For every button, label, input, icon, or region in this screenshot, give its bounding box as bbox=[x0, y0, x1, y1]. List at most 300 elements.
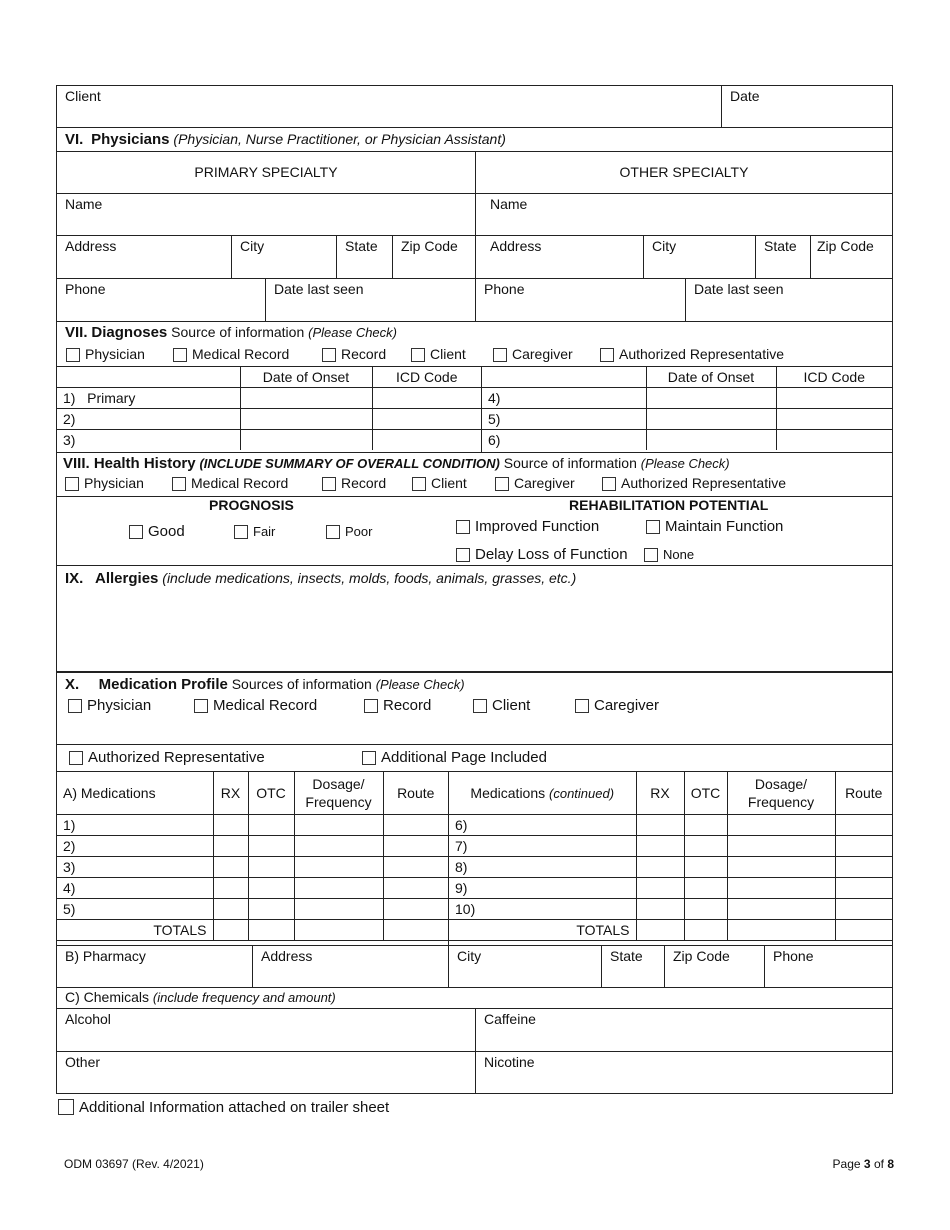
option-label: Record bbox=[341, 346, 387, 362]
checkbox-icon[interactable] bbox=[364, 699, 378, 713]
option-label: Record bbox=[341, 475, 387, 491]
other-phone-field[interactable] bbox=[475, 279, 685, 321]
med-source-authorized-rep[interactable] bbox=[69, 749, 265, 766]
prognosis-fair[interactable] bbox=[234, 524, 275, 539]
option-label: Maintain Function bbox=[665, 518, 784, 535]
otc-cell[interactable] bbox=[684, 899, 727, 920]
hh-source-physician[interactable] bbox=[65, 475, 144, 491]
nicotine-field[interactable] bbox=[475, 1052, 892, 1093]
option-label: Additional Page Included bbox=[381, 749, 547, 766]
route-total[interactable] bbox=[835, 920, 892, 941]
other-field[interactable] bbox=[57, 1052, 475, 1093]
pharmacy-city-field[interactable] bbox=[448, 946, 601, 987]
other-date-seen-field[interactable] bbox=[685, 279, 892, 321]
option-label: Physician bbox=[84, 475, 144, 491]
medication-5[interactable]: 5) bbox=[57, 899, 213, 920]
otc-total[interactable] bbox=[684, 920, 727, 941]
row-number: 3) bbox=[63, 432, 76, 448]
diagnoses-right-table bbox=[482, 367, 892, 450]
route-total[interactable] bbox=[383, 920, 448, 941]
zip-label: Zip Code bbox=[673, 948, 730, 964]
icd-cell[interactable] bbox=[776, 388, 892, 409]
other-state-field[interactable] bbox=[755, 236, 810, 278]
otc-total[interactable] bbox=[248, 920, 294, 941]
route-cell[interactable] bbox=[835, 815, 892, 836]
pharmacy-phone-field[interactable] bbox=[764, 946, 892, 987]
please-check-label: (Please Check) bbox=[640, 456, 730, 471]
checkbox-icon[interactable] bbox=[234, 525, 248, 539]
otc-header: OTC bbox=[248, 772, 294, 815]
hh-source-medical-record[interactable] bbox=[172, 475, 288, 491]
otc-cell[interactable] bbox=[248, 899, 294, 920]
diagnoses-header bbox=[56, 322, 893, 367]
other-zip-field[interactable] bbox=[810, 236, 892, 278]
dosage-header bbox=[294, 772, 383, 815]
dosage-cell[interactable] bbox=[294, 815, 383, 836]
rx-header: RX bbox=[636, 772, 684, 815]
source-label: Source of information bbox=[503, 455, 637, 471]
route-cell[interactable] bbox=[383, 878, 448, 899]
table-row bbox=[57, 878, 448, 899]
route-cell[interactable] bbox=[383, 815, 448, 836]
header-text: Medications bbox=[470, 785, 546, 801]
name-label: Name bbox=[65, 196, 103, 212]
phone-label: Phone bbox=[773, 948, 814, 964]
diagnoses-left-table bbox=[57, 367, 481, 450]
rehab-improved[interactable] bbox=[456, 518, 599, 535]
prognosis-label: PROGNOSIS bbox=[209, 497, 294, 513]
route-cell[interactable] bbox=[383, 836, 448, 857]
icd-code-header: ICD Code bbox=[372, 367, 481, 388]
checkbox-icon[interactable] bbox=[493, 348, 507, 362]
table-row bbox=[449, 920, 892, 941]
checkbox-icon[interactable] bbox=[602, 477, 616, 491]
option-label: Good bbox=[148, 523, 185, 540]
checkbox-icon[interactable] bbox=[66, 348, 80, 362]
checkbox-icon[interactable] bbox=[173, 348, 187, 362]
primary-zip-field[interactable] bbox=[392, 236, 475, 278]
caffeine-field[interactable] bbox=[475, 1009, 892, 1051]
client-field[interactable] bbox=[57, 86, 721, 127]
specialty-row bbox=[56, 152, 893, 194]
client-row bbox=[56, 85, 893, 128]
prognosis-good[interactable] bbox=[129, 523, 185, 540]
dosage-cell[interactable] bbox=[727, 815, 835, 836]
table-row bbox=[57, 409, 481, 430]
additional-info-option[interactable] bbox=[58, 1099, 389, 1116]
option-label: Client bbox=[492, 697, 531, 714]
prognosis-poor[interactable] bbox=[326, 524, 372, 539]
table-row bbox=[449, 878, 892, 899]
medication-header bbox=[56, 673, 893, 745]
onset-cell[interactable] bbox=[646, 409, 776, 430]
route-cell[interactable] bbox=[383, 857, 448, 878]
option-label: Medical Record bbox=[192, 346, 290, 362]
form bbox=[56, 85, 893, 1094]
frequency-line: Frequency bbox=[305, 794, 372, 810]
checkbox-icon[interactable] bbox=[194, 699, 208, 713]
table-row bbox=[449, 836, 892, 857]
route-header: Route bbox=[835, 772, 892, 815]
primary-specialty-label: PRIMARY SPECIALTY bbox=[194, 164, 338, 180]
checkbox-icon[interactable] bbox=[58, 1099, 74, 1115]
table-row bbox=[482, 388, 892, 409]
primary-address-field[interactable] bbox=[57, 236, 231, 278]
diag-source-medical-record[interactable] bbox=[173, 346, 289, 362]
medication-8[interactable]: 8) bbox=[449, 857, 636, 878]
chemicals-header bbox=[56, 988, 893, 1009]
chemicals-label: C) Chemicals bbox=[65, 989, 150, 1005]
physician-name-row bbox=[56, 194, 893, 236]
table-cell bbox=[57, 367, 240, 388]
otc-cell[interactable] bbox=[248, 878, 294, 899]
checkbox-icon[interactable] bbox=[600, 348, 614, 362]
dosage-line: Dosage/ bbox=[754, 776, 808, 792]
city-label: City bbox=[652, 238, 677, 254]
state-label: State bbox=[610, 948, 643, 964]
page-total: 8 bbox=[887, 1157, 894, 1171]
table-row bbox=[449, 899, 892, 920]
section-title: Medication Profile bbox=[98, 676, 228, 693]
pharmacy-address-field[interactable] bbox=[252, 946, 448, 987]
rx-cell[interactable] bbox=[213, 899, 248, 920]
rehab-potential-label: REHABILITATION POTENTIAL bbox=[569, 497, 769, 513]
dosage-total[interactable] bbox=[727, 920, 835, 941]
diagnoses-left bbox=[57, 367, 481, 452]
table-row bbox=[57, 388, 481, 409]
rx-total[interactable] bbox=[636, 920, 684, 941]
section-number: VII. bbox=[65, 324, 88, 341]
medications-table bbox=[56, 771, 893, 946]
form-id: ODM 03697 (Rev. 4/2021) bbox=[64, 1157, 204, 1171]
diag-source-authorized-rep[interactable] bbox=[600, 346, 784, 362]
checkbox-icon[interactable] bbox=[412, 477, 426, 491]
section-subtitle: (Physician, Nurse Practitioner, or Physician Assistant) bbox=[173, 131, 506, 147]
chemicals-note: (include frequency and amount) bbox=[152, 990, 336, 1005]
date-field[interactable] bbox=[721, 86, 892, 127]
otc-cell[interactable] bbox=[684, 878, 727, 899]
zip-label: Zip Code bbox=[817, 238, 874, 254]
icd-cell[interactable] bbox=[372, 409, 481, 430]
rx-cell[interactable] bbox=[213, 878, 248, 899]
otc-cell[interactable] bbox=[248, 815, 294, 836]
option-label: Caregiver bbox=[512, 346, 573, 362]
checkbox-icon[interactable] bbox=[644, 548, 658, 562]
state-label: State bbox=[764, 238, 797, 254]
primary-city-field[interactable] bbox=[231, 236, 336, 278]
hh-source-client[interactable] bbox=[412, 475, 467, 491]
otc-cell[interactable] bbox=[684, 857, 727, 878]
option-label: Improved Function bbox=[475, 518, 600, 535]
pharmacy-label: B) Pharmacy bbox=[65, 948, 146, 964]
rx-cell[interactable] bbox=[636, 836, 684, 857]
diagnosis-2[interactable] bbox=[57, 409, 240, 430]
otc-cell[interactable] bbox=[248, 836, 294, 857]
please-check-label: (Please Check) bbox=[308, 325, 397, 340]
date-last-seen-label: Date last seen bbox=[694, 281, 784, 297]
med-source-client[interactable] bbox=[473, 697, 530, 714]
medication-3[interactable]: 3) bbox=[57, 857, 213, 878]
diagnosis-4[interactable] bbox=[482, 388, 646, 409]
checkbox-icon[interactable] bbox=[456, 520, 470, 534]
medication-7[interactable]: 7) bbox=[449, 836, 636, 857]
other-specialty-label: OTHER SPECIALTY bbox=[475, 152, 892, 193]
checkbox-icon[interactable] bbox=[411, 348, 425, 362]
totals-label: TOTALS bbox=[57, 920, 213, 941]
physicians-header bbox=[56, 128, 893, 152]
checkbox-icon[interactable] bbox=[322, 348, 336, 362]
med-source-caregiver[interactable] bbox=[575, 697, 659, 714]
option-label: Authorized Representative bbox=[619, 346, 784, 362]
additional-page-included[interactable] bbox=[362, 749, 547, 766]
table-cell bbox=[482, 367, 646, 388]
diagnosis-6[interactable] bbox=[482, 430, 646, 451]
checkbox-icon[interactable] bbox=[129, 525, 143, 539]
please-check-label: (Please Check) bbox=[375, 677, 465, 692]
checkbox-icon[interactable] bbox=[646, 520, 660, 534]
dosage-header bbox=[727, 772, 835, 815]
option-label: Delay Loss of Function bbox=[475, 546, 628, 563]
checkbox-icon[interactable] bbox=[69, 751, 83, 765]
onset-cell[interactable] bbox=[240, 409, 372, 430]
dosage-cell[interactable] bbox=[294, 836, 383, 857]
section-number: X. bbox=[65, 676, 80, 693]
route-cell[interactable] bbox=[835, 899, 892, 920]
checkbox-icon[interactable] bbox=[362, 751, 376, 765]
zip-label: Zip Code bbox=[401, 238, 458, 254]
table-row bbox=[482, 367, 892, 388]
route-cell[interactable] bbox=[383, 899, 448, 920]
option-label: Authorized Representative bbox=[88, 749, 265, 766]
option-label: Poor bbox=[345, 524, 373, 539]
checkbox-icon[interactable] bbox=[172, 477, 186, 491]
icd-cell[interactable] bbox=[372, 388, 481, 409]
pharmacy-row bbox=[56, 946, 893, 988]
phone-label: Phone bbox=[65, 281, 106, 297]
caffeine-label: Caffeine bbox=[484, 1011, 536, 1027]
option-label: Caregiver bbox=[514, 475, 575, 491]
icd-cell[interactable] bbox=[776, 409, 892, 430]
include-note: (INCLUDE SUMMARY OF OVERALL CONDITION) bbox=[199, 456, 500, 471]
table-row bbox=[482, 409, 892, 430]
medications-left-table bbox=[57, 772, 448, 953]
diagnosis-5[interactable] bbox=[482, 409, 646, 430]
diagnoses-right bbox=[481, 367, 892, 452]
checkbox-icon[interactable] bbox=[473, 699, 487, 713]
otc-cell[interactable] bbox=[684, 836, 727, 857]
primary-name-field[interactable] bbox=[57, 194, 475, 235]
pharmacy-field[interactable] bbox=[57, 946, 252, 987]
table-row bbox=[57, 899, 448, 920]
date-last-seen-label: Date last seen bbox=[274, 281, 364, 297]
table-row bbox=[57, 772, 448, 815]
checkbox-icon[interactable] bbox=[326, 525, 340, 539]
phone-label: Phone bbox=[484, 281, 525, 297]
dosage-total[interactable] bbox=[294, 920, 383, 941]
other-label: Other bbox=[65, 1054, 101, 1070]
row-number: 5) bbox=[488, 411, 501, 427]
of-word: of bbox=[873, 1157, 884, 1171]
dosage-cell[interactable] bbox=[294, 857, 383, 878]
diagnoses-table bbox=[56, 367, 893, 453]
option-label: Physician bbox=[85, 346, 145, 362]
option-label: Medical Record bbox=[213, 697, 318, 714]
route-cell[interactable] bbox=[835, 836, 892, 857]
checkbox-icon[interactable] bbox=[65, 477, 79, 491]
dosage-cell[interactable] bbox=[294, 899, 383, 920]
med-source-record[interactable] bbox=[364, 697, 431, 714]
alcohol-field[interactable] bbox=[57, 1009, 475, 1051]
section-number: VI. bbox=[65, 131, 84, 148]
onset-cell[interactable] bbox=[646, 430, 776, 451]
dosage-line: Dosage/ bbox=[312, 776, 365, 792]
medication-6[interactable]: 6) bbox=[449, 815, 636, 836]
option-label: None bbox=[663, 547, 695, 562]
icd-cell[interactable] bbox=[372, 430, 481, 451]
onset-cell[interactable] bbox=[240, 430, 372, 451]
rx-header: RX bbox=[213, 772, 248, 815]
checkbox-icon[interactable] bbox=[575, 699, 589, 713]
source-label: Source of information bbox=[171, 324, 305, 340]
route-cell[interactable] bbox=[835, 878, 892, 899]
onset-cell[interactable] bbox=[240, 388, 372, 409]
other-address-field[interactable] bbox=[475, 236, 643, 278]
address-label: Address bbox=[261, 948, 313, 964]
table-row bbox=[57, 857, 448, 878]
diag-source-caregiver[interactable] bbox=[493, 346, 573, 362]
rx-cell[interactable] bbox=[636, 815, 684, 836]
page-word: Page bbox=[832, 1157, 861, 1171]
onset-cell[interactable] bbox=[646, 388, 776, 409]
checkbox-icon[interactable] bbox=[456, 548, 470, 562]
rx-cell[interactable] bbox=[213, 815, 248, 836]
otc-cell[interactable] bbox=[248, 857, 294, 878]
medication-9[interactable]: 9) bbox=[449, 878, 636, 899]
rx-cell[interactable] bbox=[636, 899, 684, 920]
route-cell[interactable] bbox=[835, 857, 892, 878]
rx-cell[interactable] bbox=[213, 836, 248, 857]
medication-header-2 bbox=[56, 745, 893, 771]
continued-note: (continued) bbox=[549, 786, 615, 801]
med-source-medical-record[interactable] bbox=[194, 697, 317, 714]
client-label: Client bbox=[65, 88, 101, 104]
pharmacy-state-field[interactable] bbox=[601, 946, 664, 987]
other-city-field[interactable] bbox=[643, 236, 755, 278]
rx-cell[interactable] bbox=[636, 878, 684, 899]
table-row bbox=[57, 920, 448, 941]
section-number: IX. bbox=[65, 570, 84, 587]
frequency-line: Frequency bbox=[747, 794, 815, 810]
table-row bbox=[57, 815, 448, 836]
primary-label: Primary bbox=[87, 390, 136, 406]
dosage-cell[interactable] bbox=[727, 899, 835, 920]
section-title: Physicians bbox=[91, 131, 170, 148]
option-label: Caregiver bbox=[594, 697, 660, 714]
option-label: Medical Record bbox=[191, 475, 289, 491]
hh-source-caregiver[interactable] bbox=[495, 475, 575, 491]
primary-state-field[interactable] bbox=[336, 236, 392, 278]
medication-2[interactable]: 2) bbox=[57, 836, 213, 857]
row-number: 6) bbox=[488, 432, 501, 448]
physician-phone-row bbox=[56, 279, 893, 322]
option-label: Record bbox=[383, 697, 432, 714]
rehab-delay-loss[interactable] bbox=[456, 546, 628, 563]
route-header: Route bbox=[383, 772, 448, 815]
alcohol-label: Alcohol bbox=[65, 1011, 111, 1027]
hh-source-authorized-rep[interactable] bbox=[602, 475, 786, 491]
table-row bbox=[449, 772, 892, 815]
rx-total[interactable] bbox=[213, 920, 248, 941]
checkbox-icon[interactable] bbox=[68, 699, 82, 713]
totals-label: TOTALS bbox=[449, 920, 636, 941]
option-label: Client bbox=[431, 475, 467, 491]
additional-info-label: Additional Information attached on trailer sheet bbox=[79, 1099, 390, 1116]
table-row bbox=[482, 430, 892, 451]
medications-right bbox=[448, 772, 892, 945]
option-label: Fair bbox=[253, 524, 276, 539]
icd-cell[interactable] bbox=[776, 430, 892, 451]
medication-1[interactable]: 1) bbox=[57, 815, 213, 836]
option-label: Physician bbox=[87, 697, 152, 714]
page-current: 3 bbox=[863, 1157, 871, 1171]
medication-10[interactable]: 10) bbox=[449, 899, 636, 920]
table-row bbox=[57, 430, 481, 451]
medications-left bbox=[57, 772, 448, 945]
page-number bbox=[833, 1157, 894, 1171]
diag-source-client[interactable] bbox=[411, 346, 466, 362]
icd-code-header: ICD Code bbox=[776, 367, 892, 388]
primary-date-seen-field[interactable] bbox=[265, 279, 475, 321]
nicotine-label: Nicotine bbox=[484, 1054, 535, 1070]
dosage-cell[interactable] bbox=[727, 836, 835, 857]
dosage-cell[interactable] bbox=[727, 878, 835, 899]
medications-header: A) Medications bbox=[57, 772, 213, 815]
diagnosis-1[interactable] bbox=[57, 388, 240, 409]
health-history-section bbox=[56, 453, 893, 566]
allergies-section[interactable] bbox=[56, 566, 893, 673]
table-row bbox=[449, 857, 892, 878]
dosage-cell[interactable] bbox=[727, 857, 835, 878]
physician-address-row bbox=[56, 236, 893, 279]
rehab-maintain[interactable] bbox=[646, 518, 783, 535]
city-label: City bbox=[240, 238, 265, 254]
otc-cell[interactable] bbox=[684, 815, 727, 836]
checkbox-icon[interactable] bbox=[322, 477, 336, 491]
section-title: VIII. Health History bbox=[63, 455, 196, 472]
checkbox-icon[interactable] bbox=[495, 477, 509, 491]
section-title: Diagnoses bbox=[91, 324, 168, 341]
table-row bbox=[449, 815, 892, 836]
primary-phone-field[interactable] bbox=[57, 279, 265, 321]
diag-source-physician[interactable] bbox=[66, 346, 145, 362]
pharmacy-zip-field[interactable] bbox=[664, 946, 764, 987]
table-row bbox=[57, 836, 448, 857]
chemicals-row-2 bbox=[56, 1052, 893, 1094]
hh-source-record[interactable] bbox=[322, 475, 386, 491]
option-label: Authorized Representative bbox=[621, 475, 786, 491]
other-name-field[interactable] bbox=[475, 194, 892, 235]
dosage-cell[interactable] bbox=[294, 878, 383, 899]
rehab-none[interactable] bbox=[644, 547, 694, 562]
medication-4[interactable]: 4) bbox=[57, 878, 213, 899]
rx-cell[interactable] bbox=[213, 857, 248, 878]
diag-source-record[interactable] bbox=[322, 346, 386, 362]
row-number: 1) bbox=[63, 390, 76, 406]
rx-cell[interactable] bbox=[636, 857, 684, 878]
diagnosis-3[interactable] bbox=[57, 430, 240, 451]
med-source-physician[interactable] bbox=[68, 697, 151, 714]
table-row bbox=[57, 367, 481, 388]
